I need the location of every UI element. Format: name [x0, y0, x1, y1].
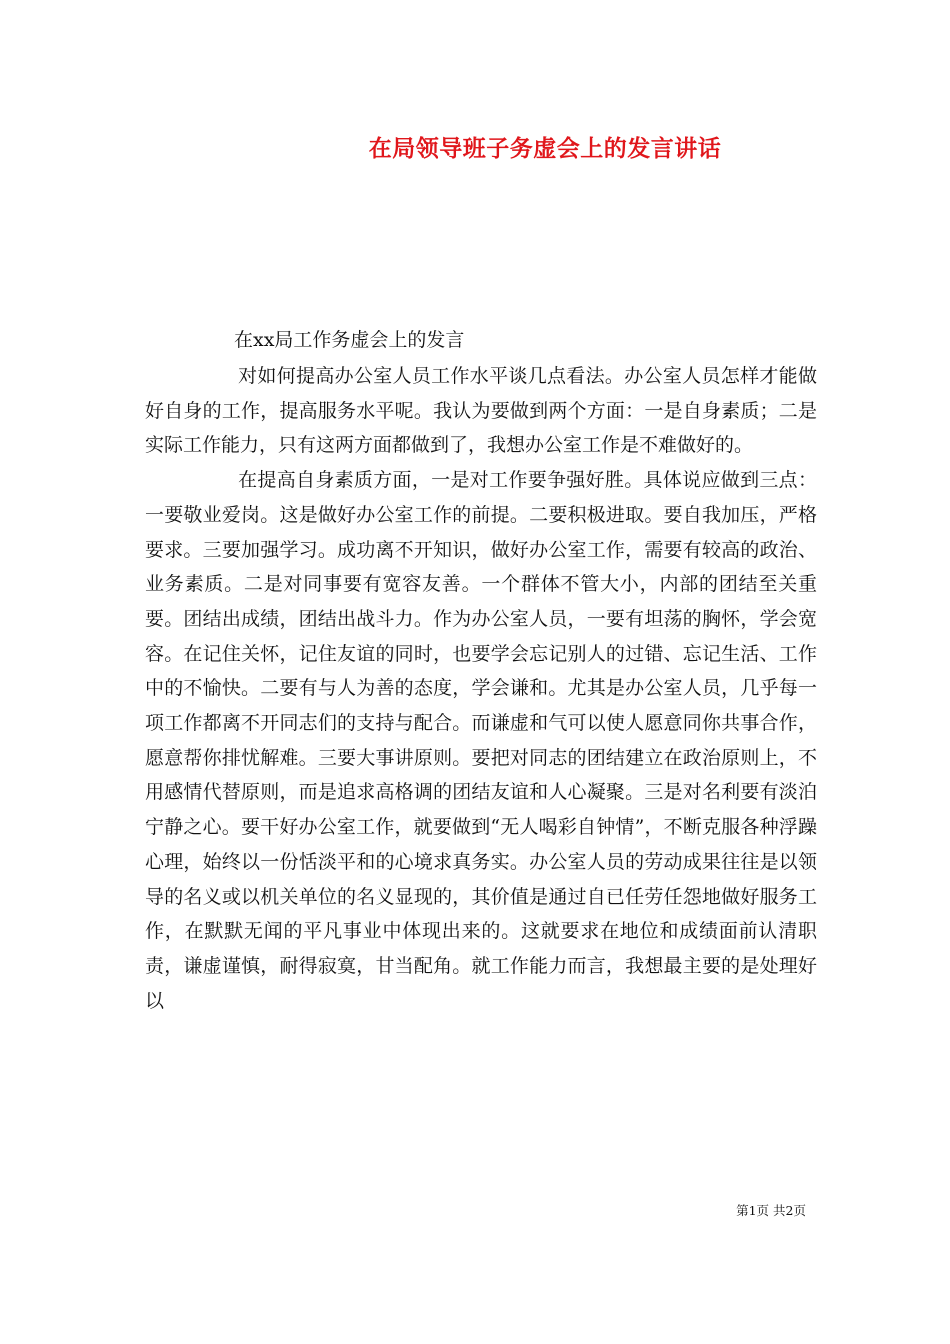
document-subtitle: 在xx局工作务虚会上的发言	[234, 329, 465, 351]
paragraph: 在提高自身素质方面，一是对工作要争强好胜。具体说应做到三点：一要敬业爱岗。这是做好办公室工作的前提。二要积极进取。要自我加压，严格要求。三要加强学习。成功离不开知识，做好办公室工作，需要有较高的政治、业务素质。二是对同事要有宽容友善。一个群体不管大小，内部的团结至关重要。团结出成绩，团结出战斗力。作为办公室人员，一要有坦荡的胸怀，学会宽容。在记住关怀，记住友谊的同时，也要学会忘记别人的过错、忘记生活、工作中的不愉快。二要有与人为善的态度，学会谦和。尤其是办公室人员，几乎每一项工作都离不开同志们的支持与配合。而谦虚和气可以使人愿意同你共事合作，愿意帮你排忧解难。三要大事讲原则。要把对同志的团结建立在政治原则上，不用感情代替原则，而是追求高格调的团结友谊和人心凝聚。三是对名利要有淡泊宁静之心。要干好办公室工作，就要做到“无人喝彩自钟情”，不断克服各种浮躁心理，始终以一份恬淡平和的心境求真务实。办公室人员的劳动成果往往是以领导的名义或以机关单位的名义显现的，其价值是通过自已任劳任怨地做好服务工作，在默默无闻的平凡事业中体现出来的。这就要求在地位和成绩面前认清职责，谦虚谨慎，耐得寂寞，甘当配角。就工作能力而言，我想最主要的是处理好以	[145, 469, 817, 1012]
document-body	[145, 359, 817, 1018]
paragraph: 对如何提高办公室人员工作水平谈几点看法。办公室人员怎样才能做好自身的工作，提高服务水平呢。我认为要做到两个方面：一是自身素质；二是实际工作能力，只有这两方面都做到了，我想办公室工作是不难做好的。	[145, 365, 817, 457]
document-title: 在局领导班子务虚会上的发言讲话	[368, 135, 722, 162]
page-number: 第1页 共2页	[736, 1203, 806, 1218]
